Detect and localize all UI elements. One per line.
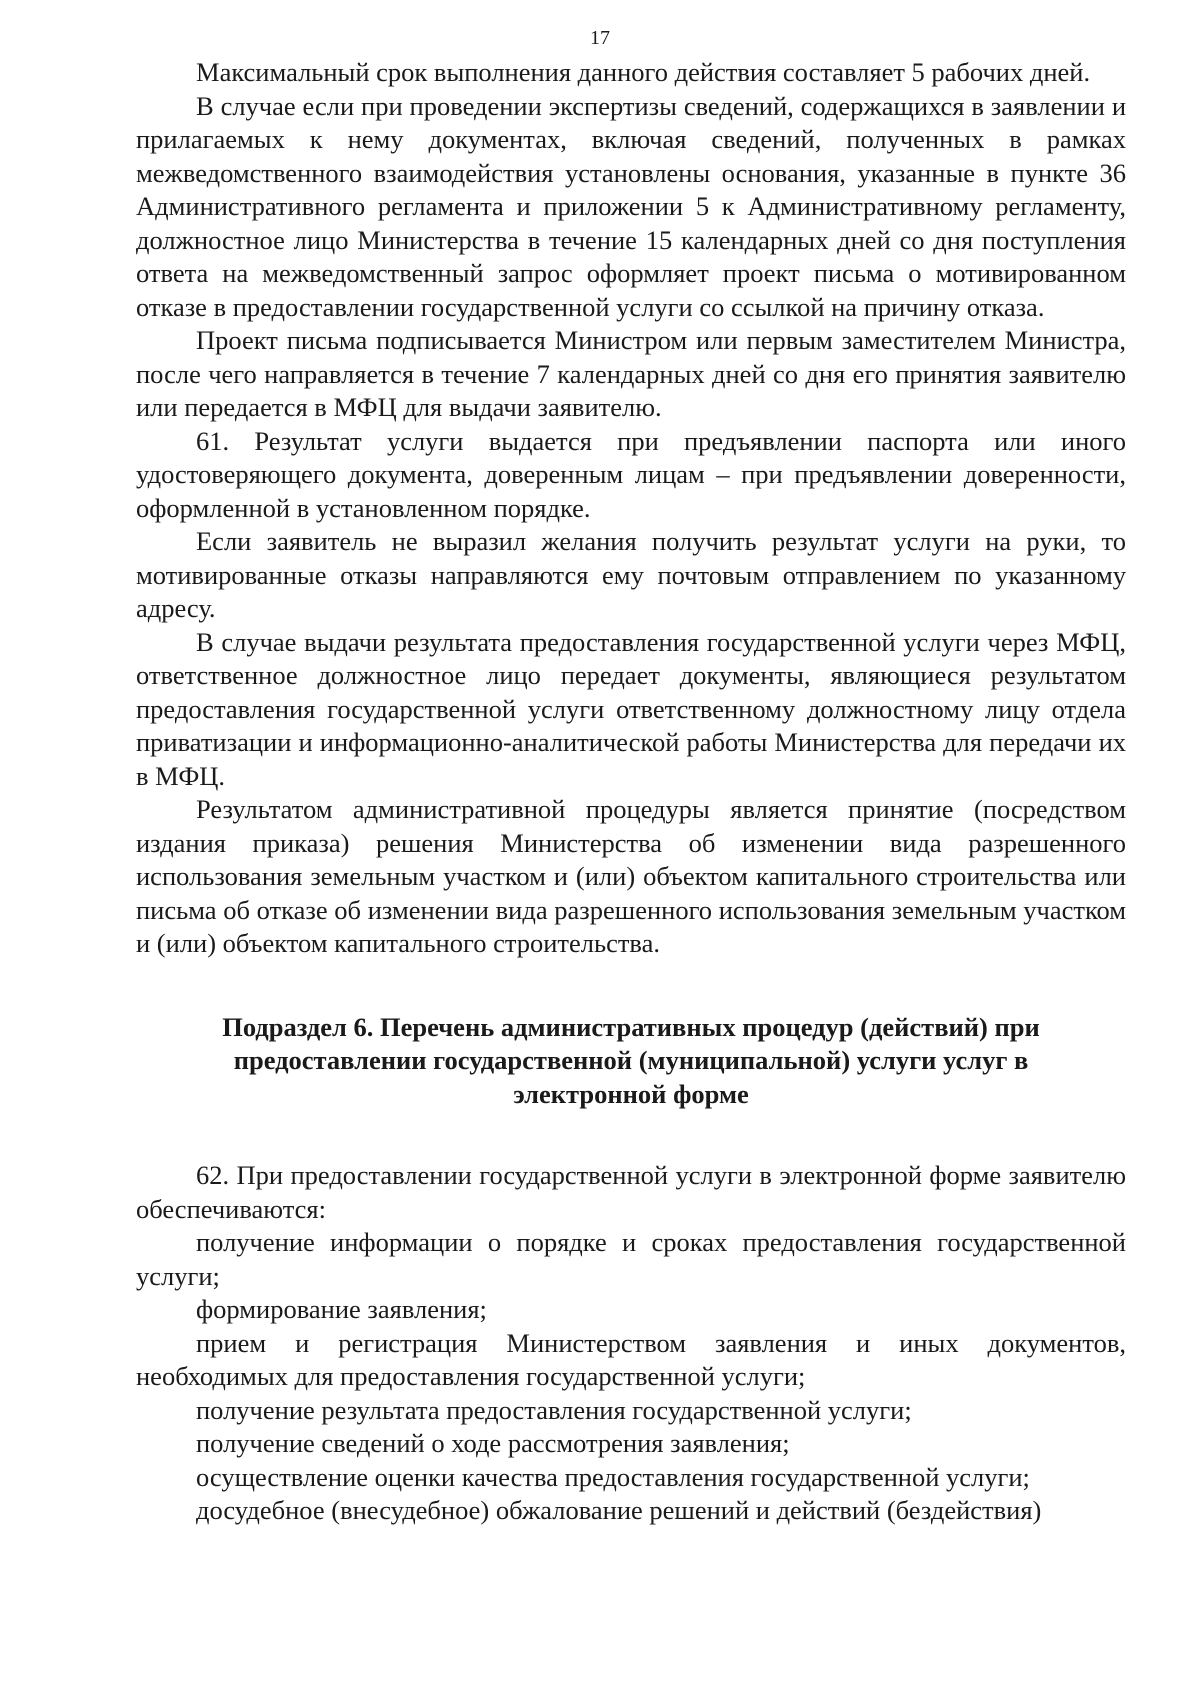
paragraph-letter-signing: Проект письма подписывается Министром или первым заместителем Министра, после чего направляется в течение 7 календарных дней со дня его принятия заявителю или передается в МФЦ для выдачи заявителю.: [136, 325, 1126, 422]
paragraph-procedure-result: Результатом административной процедуры является принятие (посредством издания приказа) решения Министерства об изменении вида разрешенного использования земельным участком и (или) объектом капитального строительства или письма об отказе об изменении вида разрешенного использования земельным участком и (или) объектом капитального строительства.: [136, 794, 1126, 958]
subsection-heading: [136, 1011, 1126, 1112]
list-item: прием и регистрация Министерством заявления и иных документов, необходимых для предоставления государственной услуги;: [136, 1327, 1126, 1391]
list-item: формирование заявления;: [196, 1294, 487, 1324]
paragraph-postal-delivery: Если заявитель не выразил желания получить результат услуги на руки, то мотивированные отказы направляются ему почтовым отправлением по указанному адресу.: [136, 526, 1126, 623]
document-body: [136, 56, 1126, 1528]
heading-line: предоставлении государственной (муниципальной) услуги услуг в: [233, 1045, 1029, 1075]
list-item: осуществление оценки качества предоставления государственной услуги;: [196, 1461, 1030, 1492]
list-item: получение результата предоставления государственной услуги;: [196, 1394, 912, 1425]
paragraph-expertise: В случае если при проведении экспертизы сведений, содержащихся в заявлении и прилагаемых к нему документах, включая сведений, полученных в рамках межведомственного взаимодействия установлены основания, указанные в пункте 36 Административного регламента и приложении 5 к Административному регламенту, должностное лицо Министерства в течение 15 календарных дней со дня поступления ответа на межведомственный запрос оформляет проект письма о мотивированном отказе в предоставлении государственной услуги со ссылкой на причину отказа.: [136, 90, 1126, 322]
list-item: получение сведений о ходе рассмотрения заявления;: [196, 1428, 790, 1458]
page-number: 17: [590, 27, 610, 49]
paragraph-mfc-delivery: В случае выдачи результата предоставления государственной услуги через МФЦ, ответственное должностное лицо передает документы, являющиеся результатом предоставления государственной услуги ответственному должностному лицу отдела приватизации и информационно-аналитической работы Министерства для передачи их в МФЦ.: [136, 626, 1126, 791]
heading-line: Подраздел 6. Перечень административных процедур (действий) при: [222, 1011, 1040, 1042]
heading-line: электронной форме: [513, 1078, 749, 1109]
list-item: досудебное (внесудебное) обжалование решений и действий (бездействия): [196, 1495, 1042, 1525]
paragraph-61: 61. Результат услуги выдается при предъявлении паспорта или иного удостоверяющего документа, доверенным лицам – при предъявлении доверенности, оформленной в установленном порядке.: [136, 425, 1126, 523]
list-item: получение информации о порядке и сроках предоставления государственной услуги;: [136, 1227, 1126, 1291]
paragraph-62: 62. При предоставлении государственной услуги в электронной форме заявителю обеспечиваются:: [136, 1160, 1126, 1224]
paragraph-deadline: Максимальный срок выполнения данного действия составляет 5 рабочих дней.: [196, 57, 1091, 87]
